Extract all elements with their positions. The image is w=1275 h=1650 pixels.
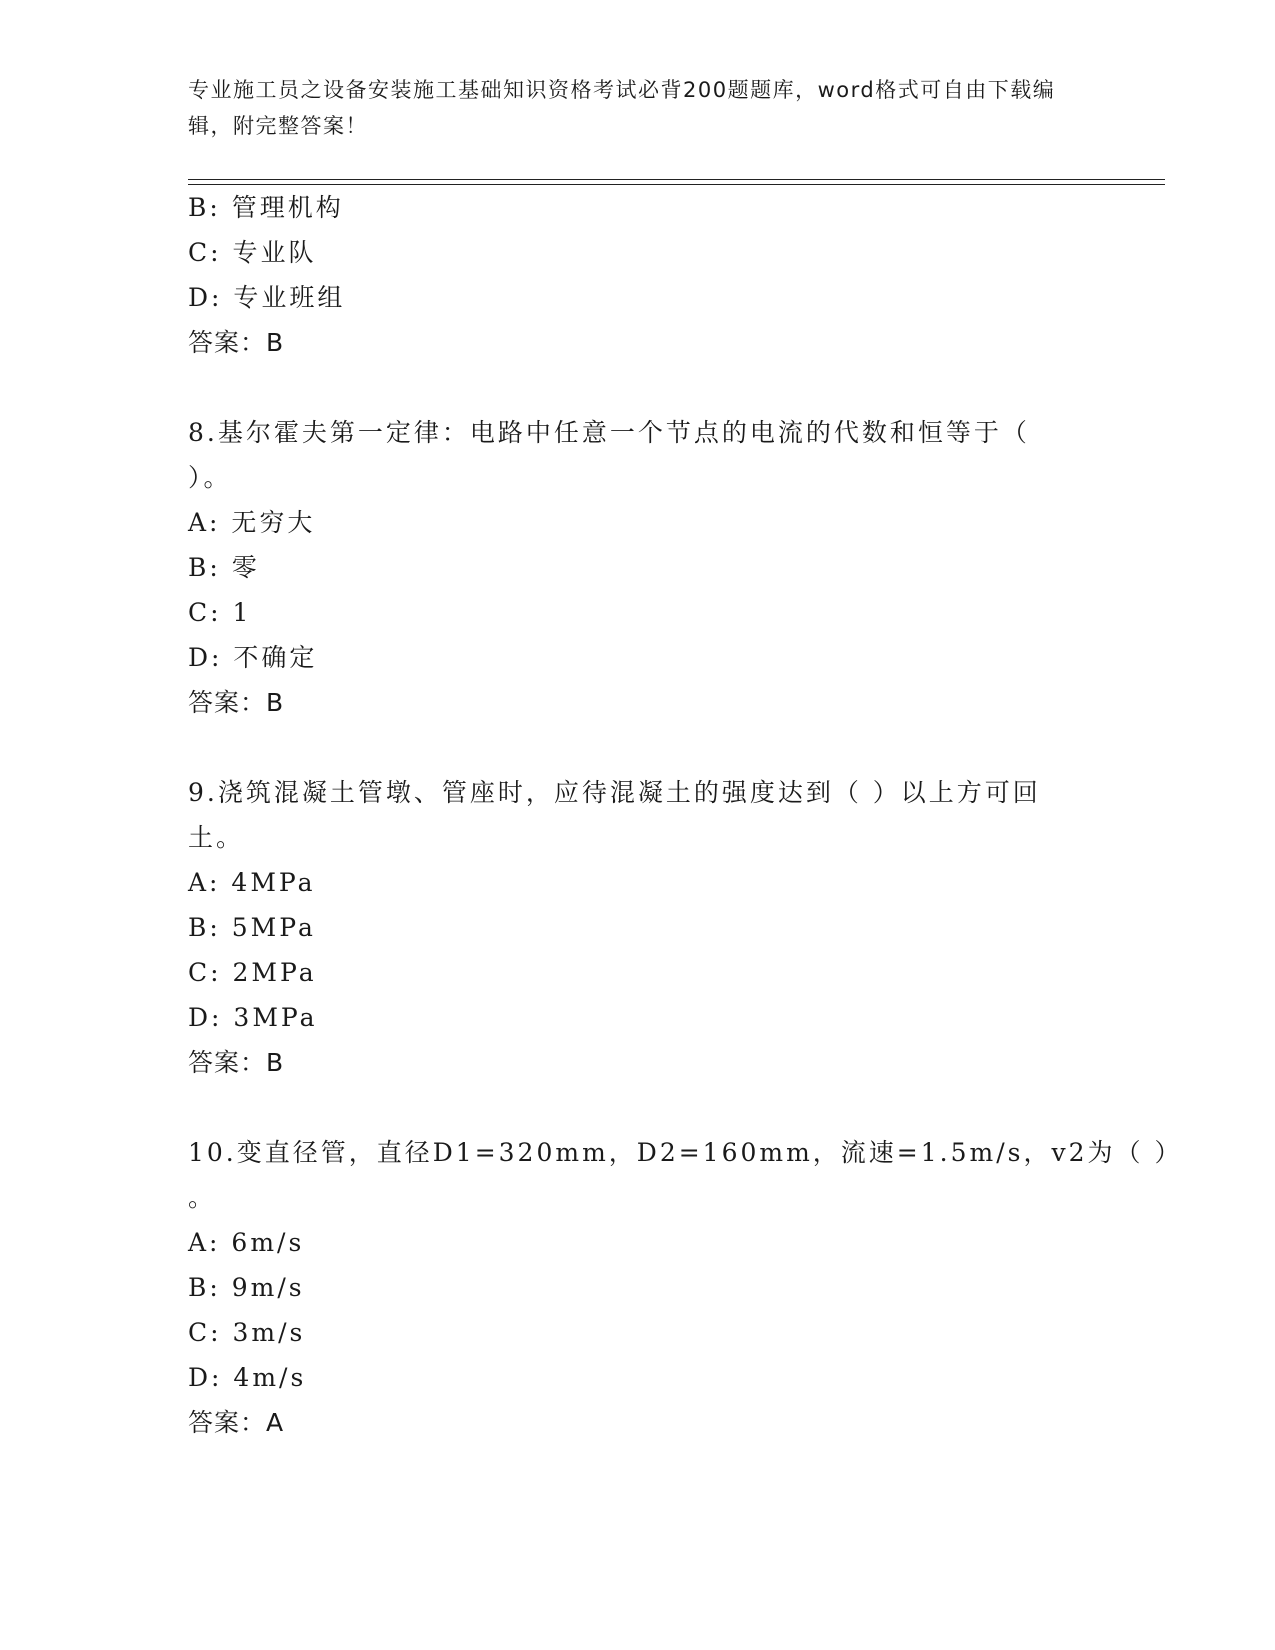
header-divider-bottom	[188, 184, 1165, 185]
q9-option-d: D: 3MPa	[188, 1003, 318, 1032]
q9-question-line1: 9.浇筑混凝土管墩、管座时，应待混凝土的强度达到（ ）以上方可回	[188, 778, 1041, 807]
q10-question-line1: 10.变直径管，直径D1=320mm，D2=160mm，流速=1.5m/s，v2为（ ）	[188, 1138, 1183, 1167]
q9-answer: 答案：B	[188, 1048, 285, 1077]
q8-option-d: D: 不确定	[188, 643, 318, 672]
q8-question-line2: ）。	[188, 463, 232, 492]
q10-answer: 答案：A	[188, 1408, 285, 1437]
q7-option-c: C: 专业队	[188, 238, 317, 267]
q10-option-a: A: 6m/s	[188, 1228, 305, 1257]
q9-question-line2: 土。	[188, 823, 245, 852]
q8-option-b: B: 零	[188, 553, 260, 582]
q7-option-d: D: 专业班组	[188, 283, 346, 312]
q10-option-b: B: 9m/s	[188, 1273, 305, 1302]
q8-answer: 答案：B	[188, 688, 285, 717]
q8-option-a: A: 无穷大	[188, 508, 316, 537]
q8-option-c: C: 1	[188, 598, 252, 627]
q7-option-b: B: 管理机构	[188, 193, 344, 222]
q10-question-line2: 。	[188, 1183, 217, 1212]
header-divider-top	[188, 179, 1165, 180]
q8-question-line1: 8.基尔霍夫第一定律：电路中任意一个节点的电流的代数和恒等于（	[188, 418, 1030, 447]
q10-option-d: D: 4m/s	[188, 1363, 307, 1392]
q10-option-c: C: 3m/s	[188, 1318, 306, 1347]
q7-answer: 答案：B	[188, 328, 285, 357]
q9-option-c: C: 2MPa	[188, 958, 317, 987]
q9-option-a: A: 4MPa	[188, 868, 316, 897]
document-header: 专业施工员之设备安装施工基础知识资格考试必背200题题库，word格式可自由下载编辑，附完整答案！	[188, 78, 1056, 138]
q9-option-b: B: 5MPa	[188, 913, 316, 942]
